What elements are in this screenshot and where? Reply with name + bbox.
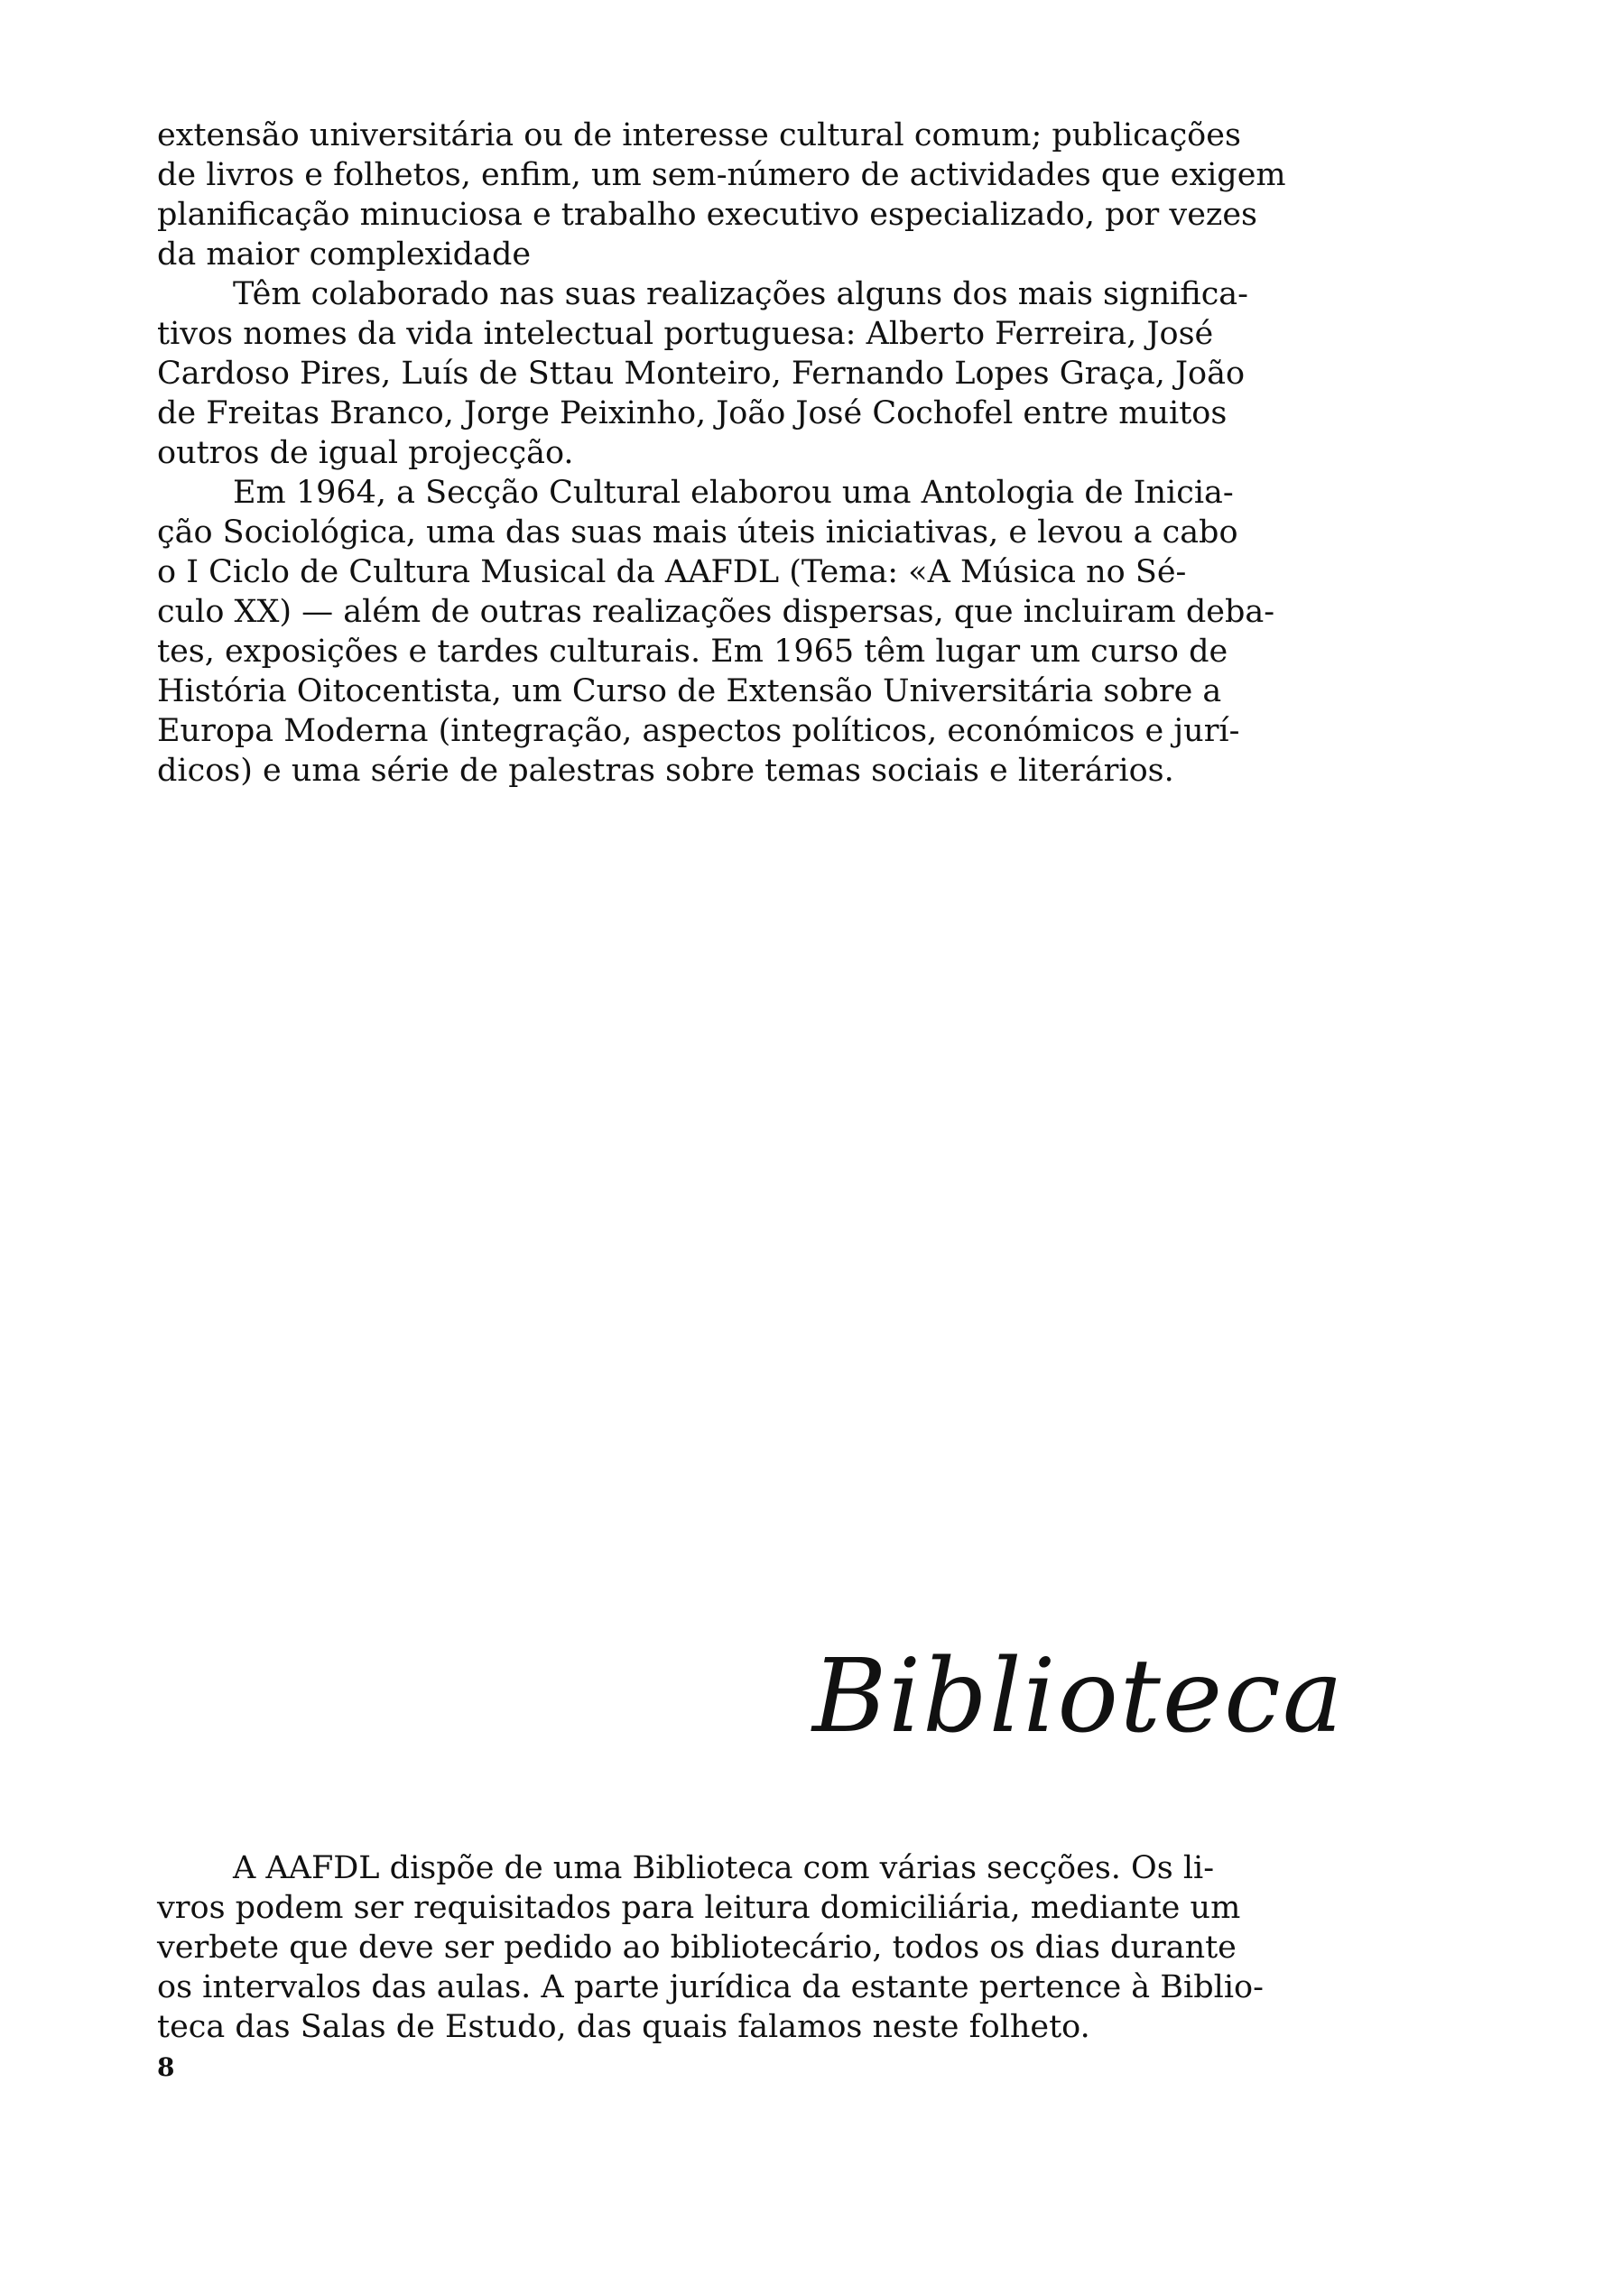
text-line: de Freitas Branco, Jorge Peixinho, João José Cochofel entre muitos bbox=[157, 395, 1228, 431]
text-line: tes, exposições e tardes culturais. Em 1965 têm lugar um curso de bbox=[157, 634, 1228, 670]
text-line: extensão universitária ou de interesse cultural comum; publicações bbox=[157, 117, 1241, 153]
page-number: 8 bbox=[157, 2052, 175, 2082]
text-line: planificação minuciosa e trabalho executivo especializado, por vezes bbox=[157, 197, 1258, 233]
text-line: culo XX) — além de outras realizações dispersas, que incluiram deba- bbox=[157, 594, 1275, 630]
text-line: Europa Moderna (integração, aspectos políticos, económicos e jurí- bbox=[157, 713, 1240, 749]
text-line: outros de igual projecção. bbox=[157, 435, 574, 471]
text-line: de livros e folhetos, enfim, um sem-número de actividades que exigem bbox=[157, 157, 1286, 193]
text-line: Têm colaborado nas suas realizações alguns dos mais significa- bbox=[233, 276, 1248, 312]
text-line: tivos nomes da vida intelectual portuguesa: Alberto Ferreira, José bbox=[157, 316, 1214, 352]
text-line: os intervalos das aulas. A parte jurídica da estante pertence à Biblio- bbox=[157, 1969, 1264, 2005]
text-line: A AAFDL dispõe de uma Biblioteca com várias secções. Os li- bbox=[233, 1850, 1215, 1886]
text-line: Em 1964, a Secção Cultural elaborou uma Antologia de Inicia- bbox=[233, 475, 1234, 511]
text-line: História Oitocentista, um Curso de Extensão Universitária sobre a bbox=[157, 673, 1222, 709]
text-line: da maior complexidade bbox=[157, 236, 532, 273]
biblioteca-heading: Biblioteca bbox=[812, 1638, 1345, 1755]
text-line: vros podem ser requisitados para leitura domiciliária, mediante um bbox=[157, 1890, 1241, 1926]
text-line: o I Ciclo de Cultura Musical da AAFDL (Tema: «A Música no Sé- bbox=[157, 554, 1187, 590]
text-line: verbete que deve ser pedido ao bibliotecário, todos os dias durante bbox=[157, 1930, 1237, 1966]
text-line: ção Sociológica, uma das suas mais úteis iniciativas, e levou a cabo bbox=[157, 514, 1238, 551]
text-line: Cardoso Pires, Luís de Sttau Monteiro, Fernando Lopes Graça, João bbox=[157, 356, 1246, 392]
text-line: dicos) e uma série de palestras sobre temas sociais e literários. bbox=[157, 753, 1174, 789]
text-line: teca das Salas de Estudo, das quais falamos neste folheto. bbox=[157, 2009, 1090, 2045]
